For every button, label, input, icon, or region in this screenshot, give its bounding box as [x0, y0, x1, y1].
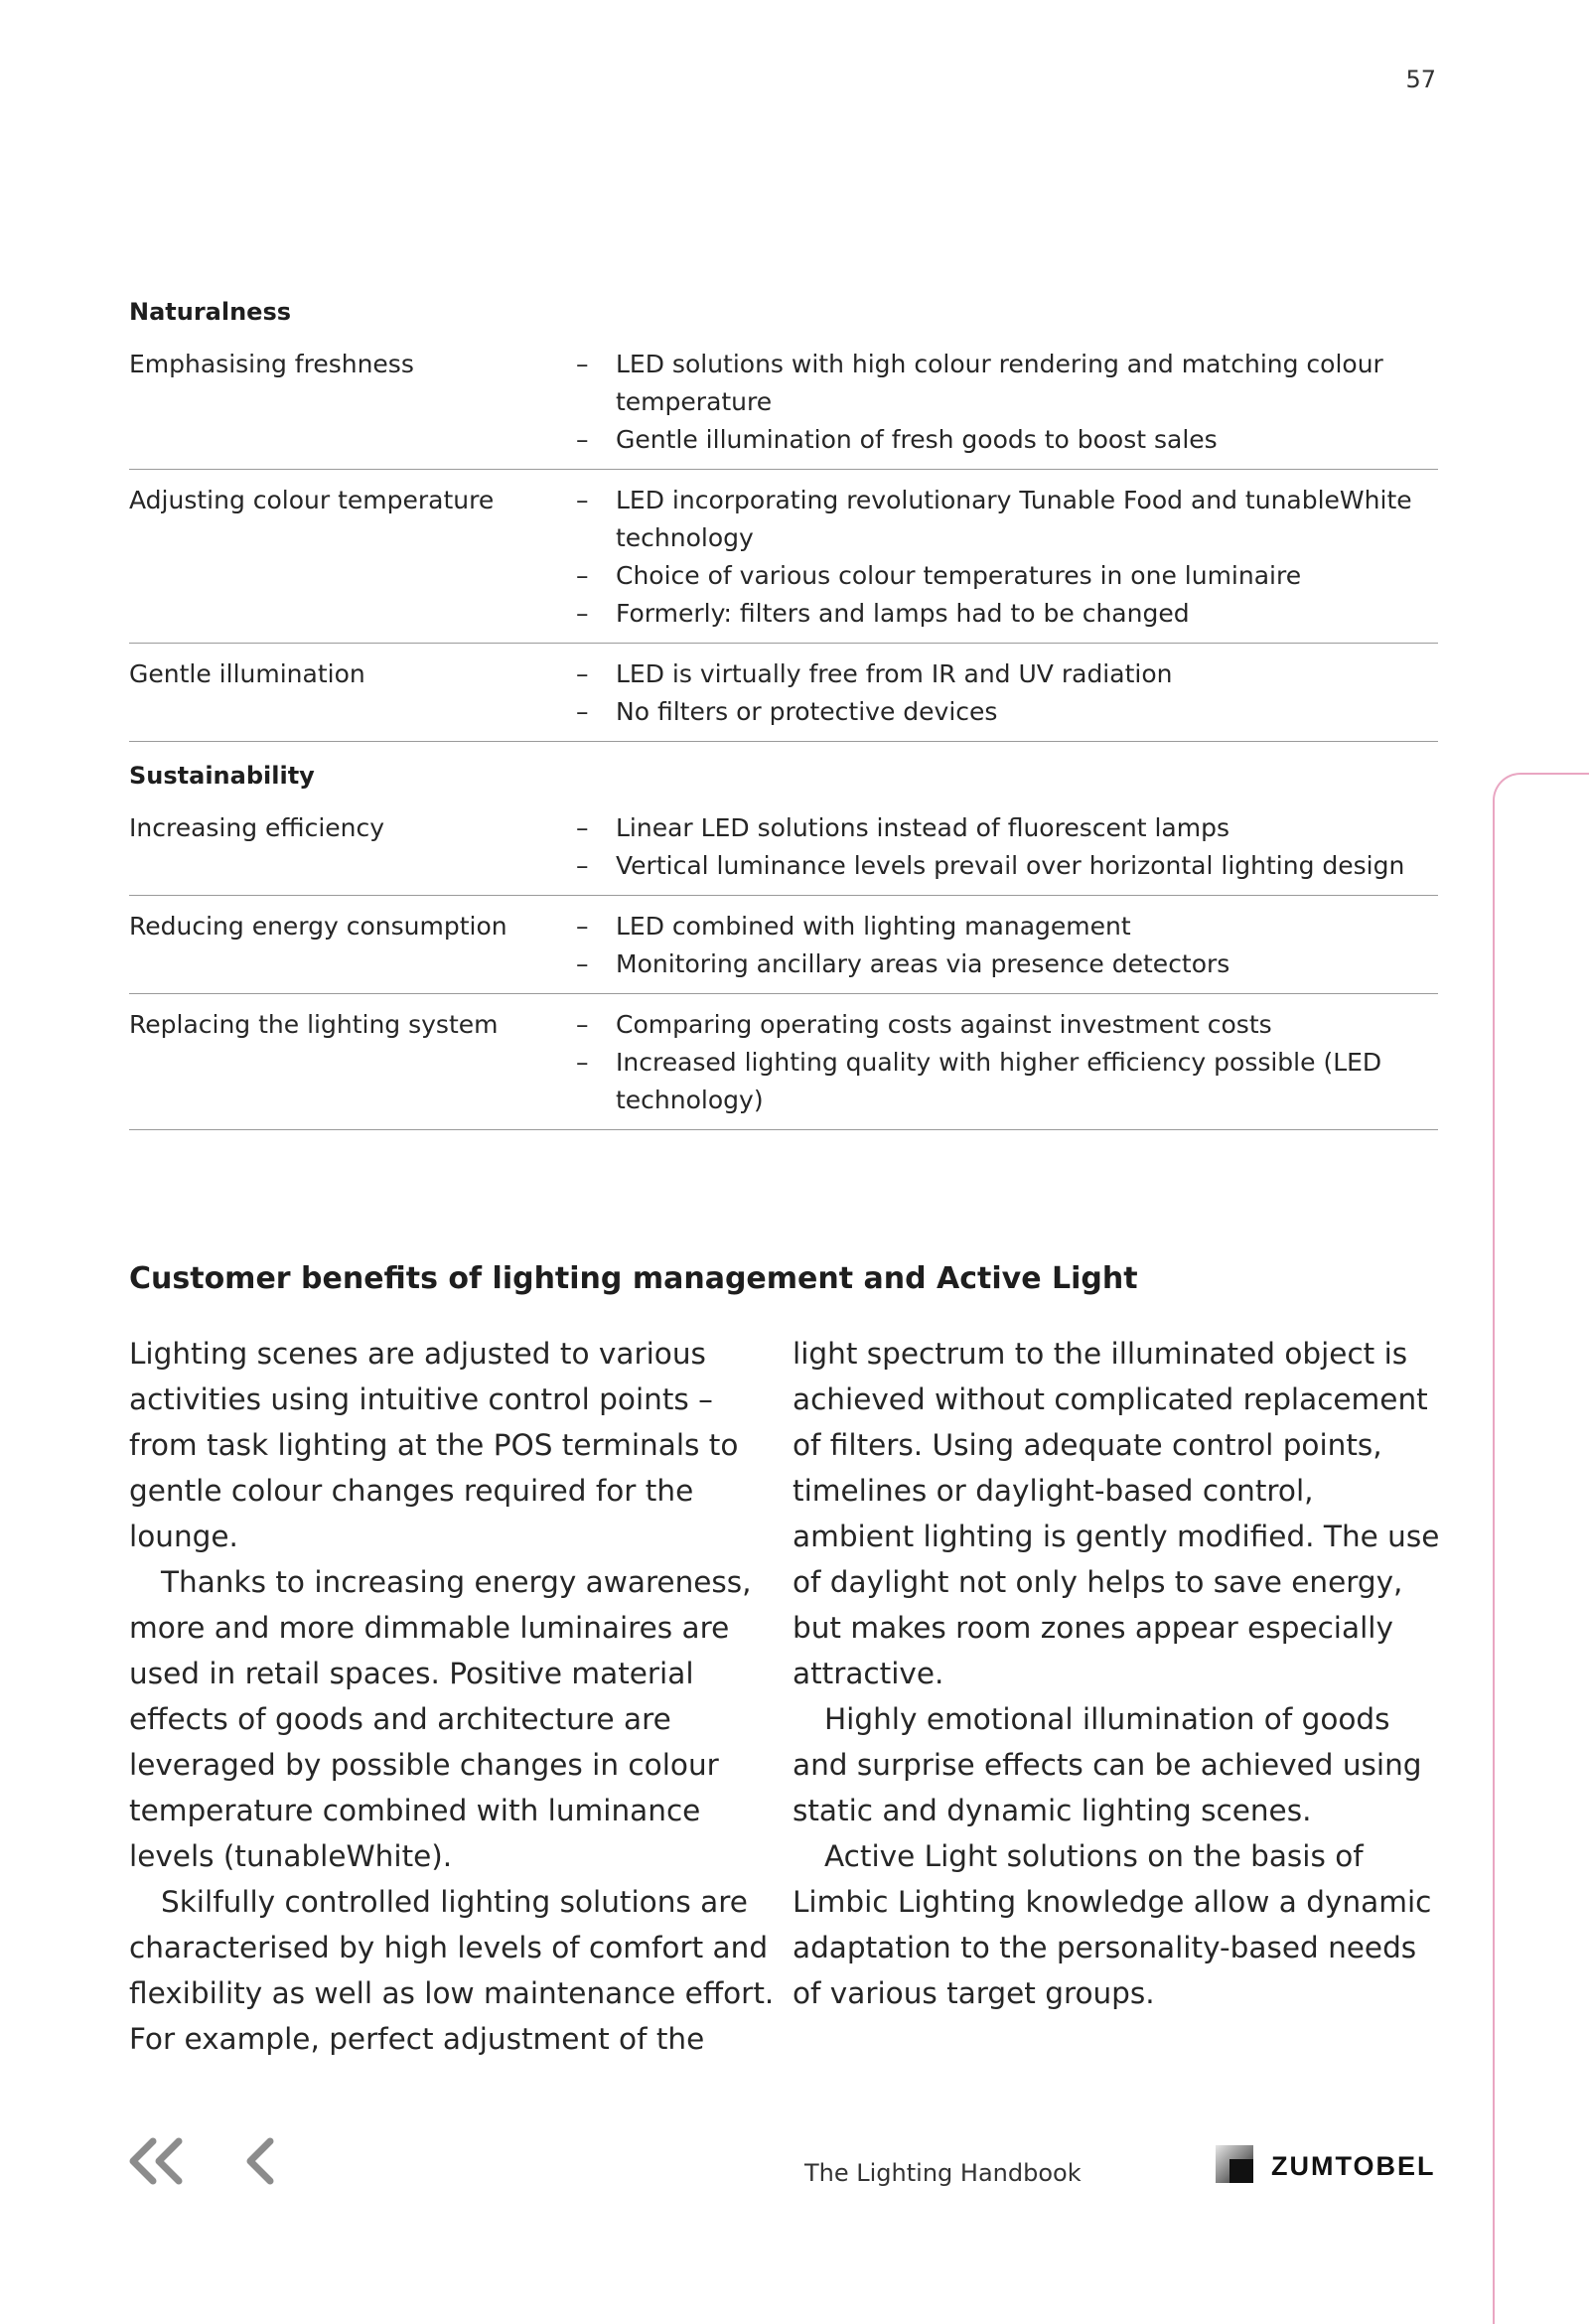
dash-marker: –: [576, 425, 589, 454]
row-items: [572, 1006, 1438, 1119]
body-paragraph: Lighting scenes are adjusted to various activities using intuitive control points – from task lighting at the POS terminals to gentle colour changes required for the lounge.: [129, 1337, 739, 1553]
row-label: Increasing efficiency: [129, 813, 385, 842]
body-paragraph: Active Light solutions on the basis of Limbic Lighting knowledge allow a dynamic adaptation to the personality-based needs of various target groups.: [793, 1839, 1432, 2010]
bullet-item: [572, 346, 1438, 421]
bullet-text: Gentle illumination of fresh goods to boost sales: [616, 425, 1218, 454]
table-row: [129, 994, 1438, 1130]
bullet-text: Linear LED solutions instead of fluorescent lamps: [616, 813, 1229, 842]
bullet-text: Comparing operating costs against investment costs: [616, 1010, 1272, 1039]
chevron-left-icon[interactable]: [244, 2135, 278, 2191]
dash-marker: –: [576, 599, 589, 628]
right-column: [793, 1331, 1440, 2062]
bullet-text: Choice of various colour temperatures in one luminaire: [616, 561, 1302, 590]
bullet-item: [572, 908, 1438, 945]
section-title: Naturalness: [129, 298, 292, 326]
dash-marker: –: [576, 350, 589, 378]
bullet-item: [572, 595, 1438, 633]
left-column: [129, 1331, 777, 2062]
row-label: Gentle illumination: [129, 659, 365, 688]
bullet-item: [572, 482, 1438, 557]
bullet-text: No filters or protective devices: [616, 697, 998, 726]
dash-marker: –: [576, 912, 589, 941]
zumtobel-logo-icon: [1216, 2145, 1253, 2187]
body-columns: [129, 1331, 1440, 2062]
dash-marker: –: [576, 851, 589, 880]
bullet-text: Monitoring ancillary areas via presence detectors: [616, 949, 1230, 978]
dash-marker: –: [576, 486, 589, 514]
section-title: Sustainability: [129, 762, 315, 790]
row-label: Reducing energy consumption: [129, 912, 507, 941]
dash-marker: –: [576, 1010, 589, 1039]
dash-marker: –: [576, 1048, 589, 1077]
bullet-item: [572, 809, 1438, 847]
bullet-text: Vertical luminance levels prevail over horizontal lighting design: [616, 851, 1405, 880]
row-items: [572, 809, 1438, 885]
benefits-heading: Customer benefits of lighting management and Active Light: [129, 1261, 1138, 1296]
row-label: Adjusting colour temperature: [129, 486, 495, 514]
row-label: Emphasising freshness: [129, 350, 414, 378]
row-items: [572, 482, 1438, 633]
bullet-item: [572, 1044, 1438, 1119]
table-row: [129, 644, 1438, 742]
bullet-text: Increased lighting quality with higher efficiency possible (LED technology): [616, 1048, 1382, 1114]
footer-title: The Lighting Handbook: [804, 2159, 1082, 2187]
row-label: Replacing the lighting system: [129, 1010, 499, 1039]
body-paragraph: Skilfully controlled lighting solutions are characterised by high levels of comfort and flexibility as well as low maintenance effort. For example, perfect adjustment of the: [129, 1885, 775, 2056]
table-row: [129, 470, 1438, 644]
dash-marker: –: [576, 813, 589, 842]
body-paragraph: light spectrum to the illuminated object is achieved without complicated replacement of filters. Using adequate control points, timelines or daylight-based control, ambient lighting is gently modified. The use of daylight not only helps to save energy, but makes room zones appear especially attractive.: [793, 1337, 1440, 1690]
page-number: 57: [1405, 66, 1436, 93]
bullet-item: [572, 655, 1438, 693]
bullet-item: [572, 847, 1438, 885]
footer-nav: [123, 2135, 278, 2191]
row-items: [572, 908, 1438, 983]
bullet-text: LED incorporating revolutionary Tunable Food and tunableWhite technology: [616, 486, 1412, 552]
brand-name: ZUMTOBEL: [1271, 2150, 1436, 2181]
row-items: [572, 655, 1438, 731]
bullet-text: Formerly: filters and lamps had to be changed: [616, 599, 1190, 628]
table-row: [129, 798, 1438, 896]
bullet-item: [572, 945, 1438, 983]
benefits-table: [129, 294, 1438, 1130]
dash-marker: –: [576, 697, 589, 726]
row-items: [572, 346, 1438, 459]
table-row: [129, 896, 1438, 994]
bullet-text: LED combined with lighting management: [616, 912, 1131, 941]
bullet-item: [572, 693, 1438, 731]
body-paragraph: Thanks to increasing energy awareness, more and more dimmable luminaires are used in retail spaces. Positive material effects of goods and architecture are leveraged by possible changes in colour temperature combined with luminance levels (tunableWhite).: [129, 1565, 752, 1873]
brand: [1216, 2145, 1436, 2187]
body-paragraph: Highly emotional illumination of goods and surprise effects can be achieved using static and dynamic lighting scenes.: [793, 1702, 1422, 1827]
bullet-item: [572, 557, 1438, 595]
double-chevron-left-icon[interactable]: [123, 2135, 187, 2191]
bullet-text: LED is virtually free from IR and UV radiation: [616, 659, 1173, 688]
side-tab-decoration: [1493, 773, 1589, 2324]
table-row: [129, 334, 1438, 470]
dash-marker: –: [576, 561, 589, 590]
bullet-text: LED solutions with high colour rendering and matching colour temperature: [616, 350, 1383, 416]
dash-marker: –: [576, 659, 589, 688]
bullet-item: [572, 421, 1438, 459]
dash-marker: –: [576, 949, 589, 978]
bullet-item: [572, 1006, 1438, 1044]
